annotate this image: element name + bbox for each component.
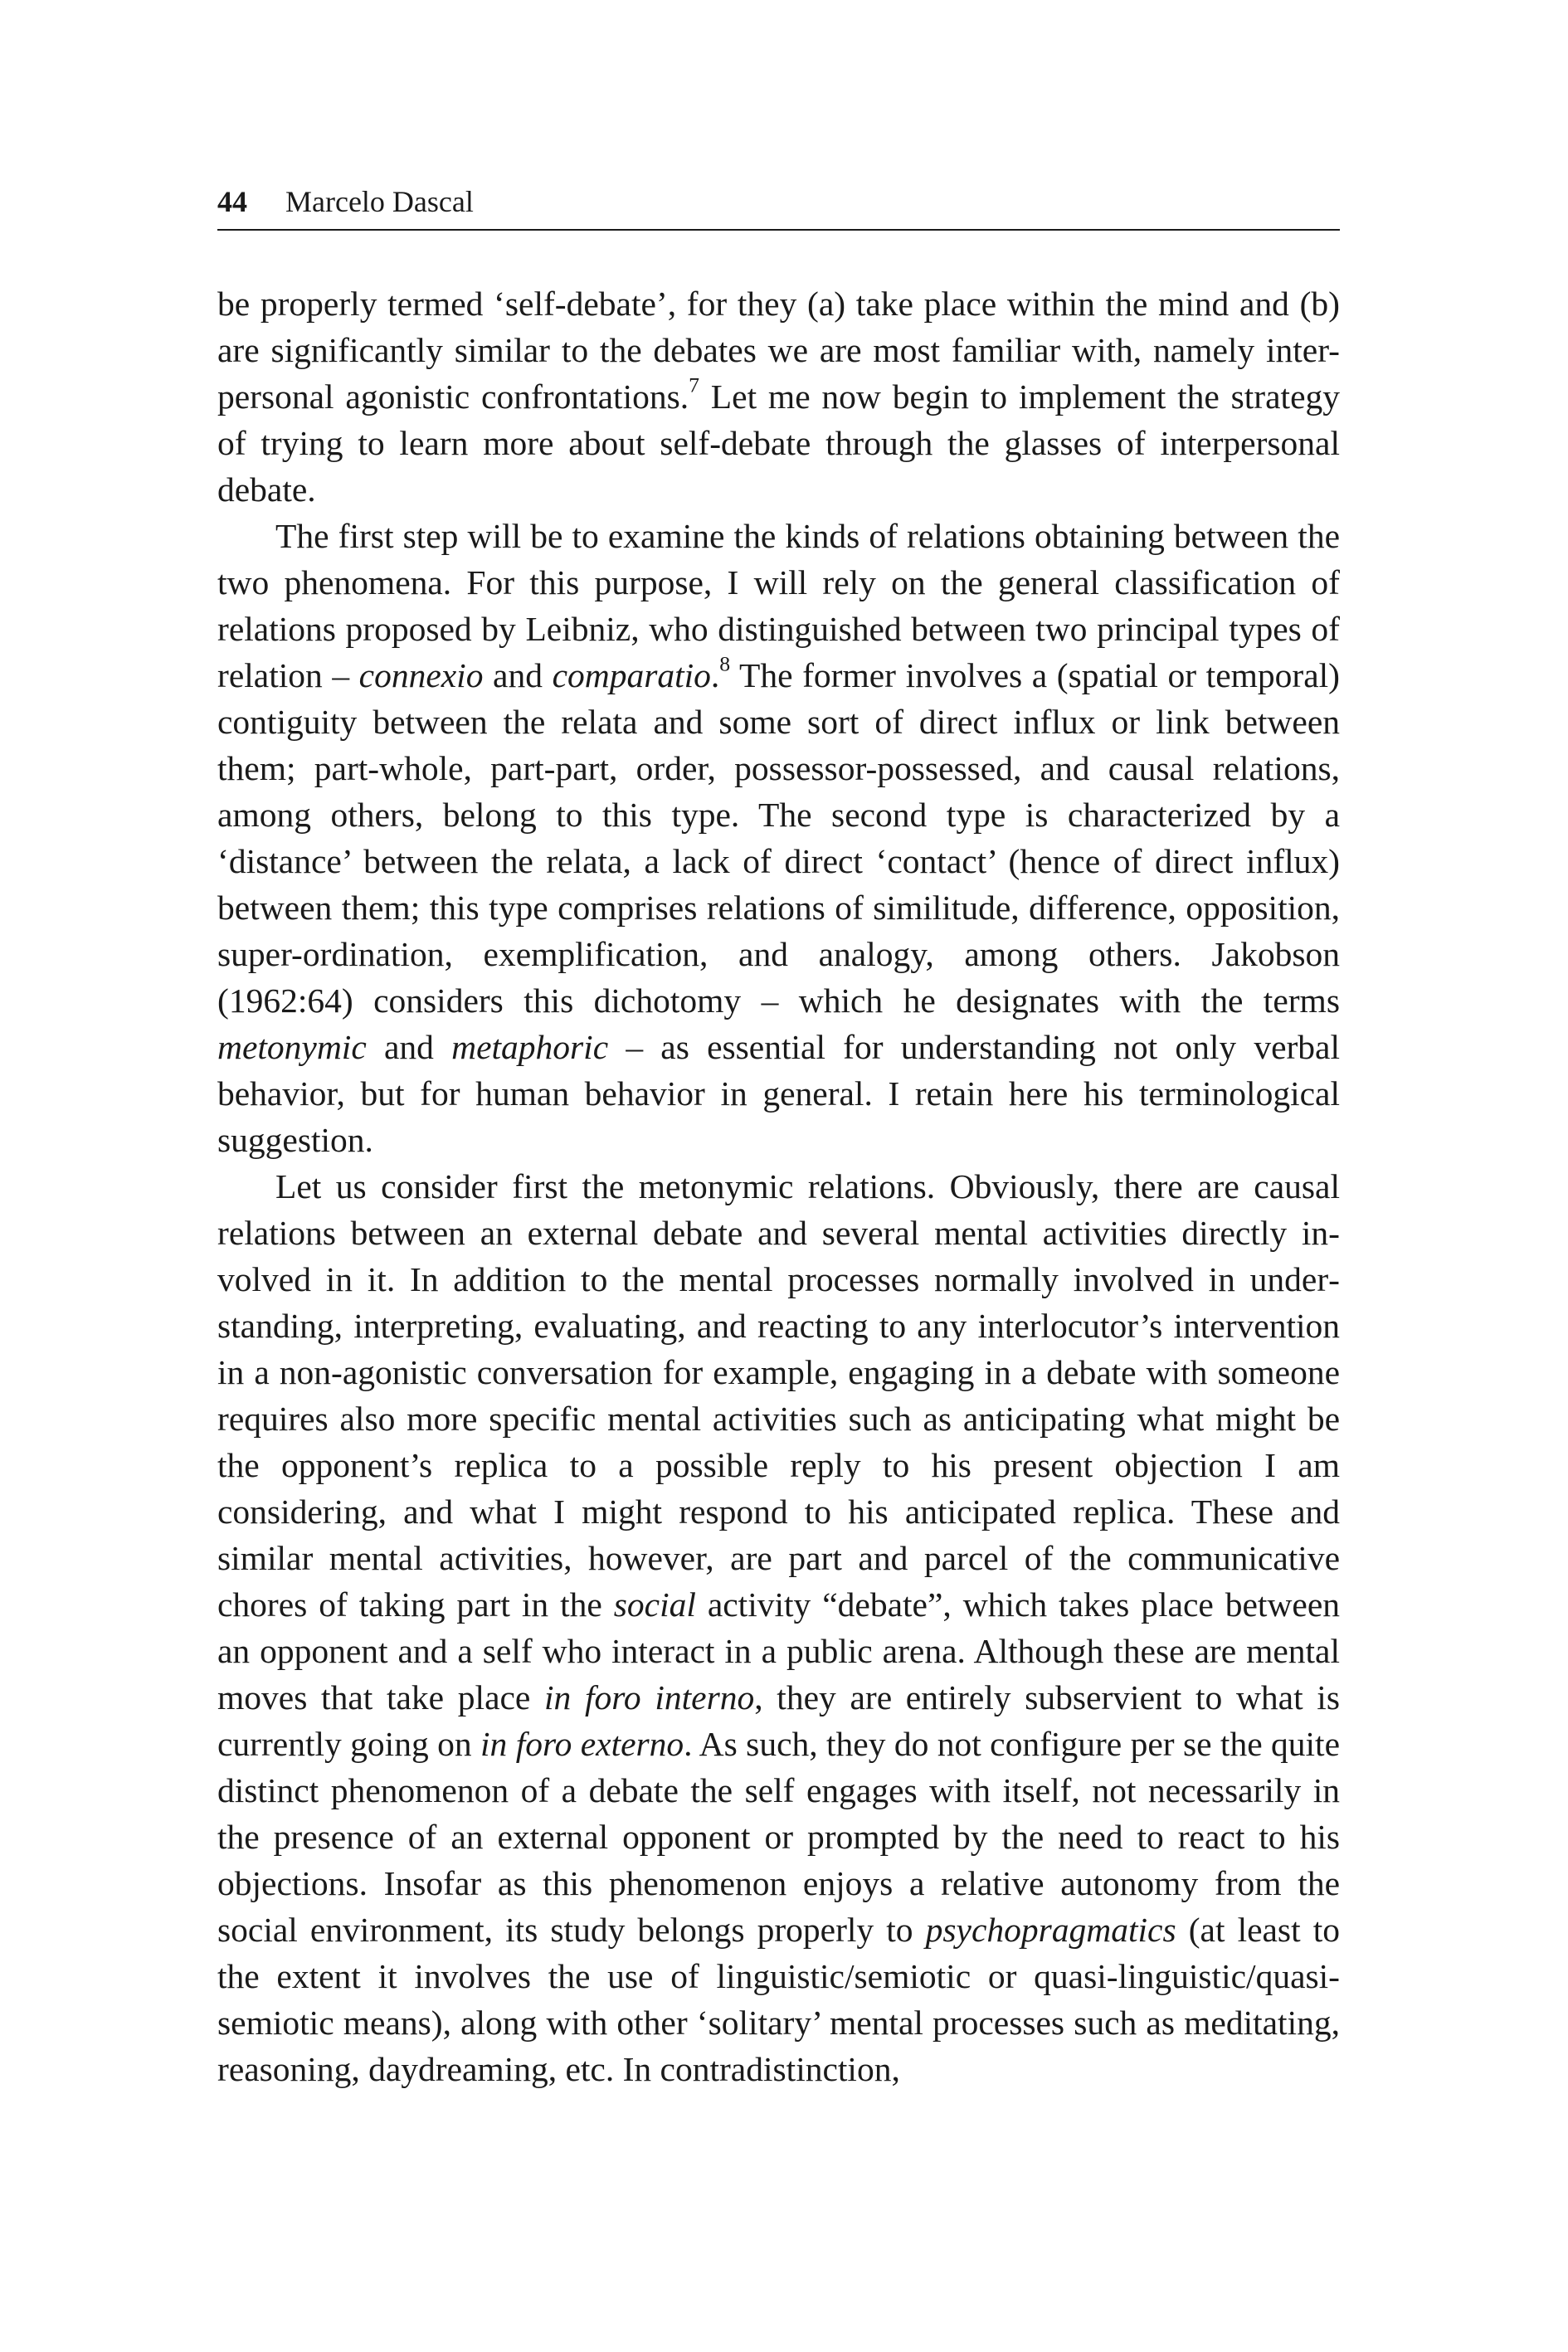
footnote-marker[interactable]: 7 [689,373,699,397]
text-run: . As such, they do not configure per se the quite distinct phenomenon of a debate the self engages with itself, not necessarily in the presence of an external opponent or prompted by the need to react to his objections. Insofar as this phenomenon enjoys a relative autonomy from the social environment, its study belongs properly to [217,1725,1340,1949]
italic-term: psychopragmatics [925,1911,1176,1949]
text-run: Let me now begin to implement the strategy of trying to learn more about self-debate through the glasses of interpersonal debate. [217,377,1340,509]
italic-term: metonymic [217,1028,367,1066]
paragraph-3 [217,1163,1340,2092]
body-text [217,280,1340,2092]
text-run: The former involves a (spatial or temporal) contiguity between the relata and some sort of direct influx or link between them; part-whole, part-part, order, possessor-possessed, and causal relations, among others, belong to this type. The second type is characterized by a ‘distance’ between the relata, a lack of direct ‘contact’ (hence of direct influx) between them; this type comprises relations of similitude, difference, opposition, super-ordination, exemplification, and analogy, among others. Jakobson (1962:64) considers this dichotomy – which he designates with the terms [217,656,1340,1020]
italic-term: metaphoric [451,1028,609,1066]
italic-term: connexio [358,656,484,694]
text-run: The first step will be to examine the kinds of relations obtaining between the two phenomena. For this purpose, I will rely on the general classification of relations proposed by Leibniz, who distinguished between two principal types of relation – [217,517,1340,694]
italic-term: social [613,1585,696,1624]
text-run: Let us consider first the metonymic relations. Obviously, there are causal relations between an external debate and several mental activities directly involved in it. In addition to the mental processes normally involved in understanding, interpreting, evaluating, and reacting to any interlocutor’s intervention in a non-agonistic conversation for example, engaging in a debate with someone requires also more specific mental activities such as anticipating what might be the opponent’s replica to a possible reply to his present objection I am considering, and what I might respond to his anticipated replica. These and similar mental activities, however, are part and parcel of the communicative chores of taking part in the [217,1167,1340,1624]
text-run: (at least to the extent it involves the use of linguistic/semiotic or quasi-linguistic/quasi-semiotic means), along with other ‘solitary’ mental processes such as meditating, reasoning, daydreaming, etc. In contradistinction, [217,1911,1340,2088]
text-run: and [483,656,553,694]
text-run: activity “debate”, which takes place between an opponent and a self who interact in a public arena. Although these are mental moves that take place [217,1585,1341,1717]
text-run: be properly termed ‘self-debate’, for they (a) take place within the mind and (b) are significantly similar to the debates we are most familiar with, namely inter-personal agonistic confrontations. [217,285,1340,416]
paragraph-1 [217,280,1340,513]
italic-term: in foro externo [480,1725,684,1763]
page-number: 44 [217,185,247,218]
text-run: – as essential for understanding not only verbal behavior, but for human behavior in general. I retain here his terminological suggestion. [217,1028,1341,1159]
footnote-marker[interactable]: 8 [719,651,731,676]
italic-term: in foro interno [544,1678,755,1717]
text-run: . [710,656,720,694]
italic-term: comparatio [552,656,711,694]
running-head-author: Marcelo Dascal [285,185,474,218]
running-head [217,176,1340,231]
paragraph-2 [217,513,1340,1163]
text-run: and [366,1028,452,1066]
text-run: , they are entirely subservient to what is currently going on [217,1678,1340,1763]
